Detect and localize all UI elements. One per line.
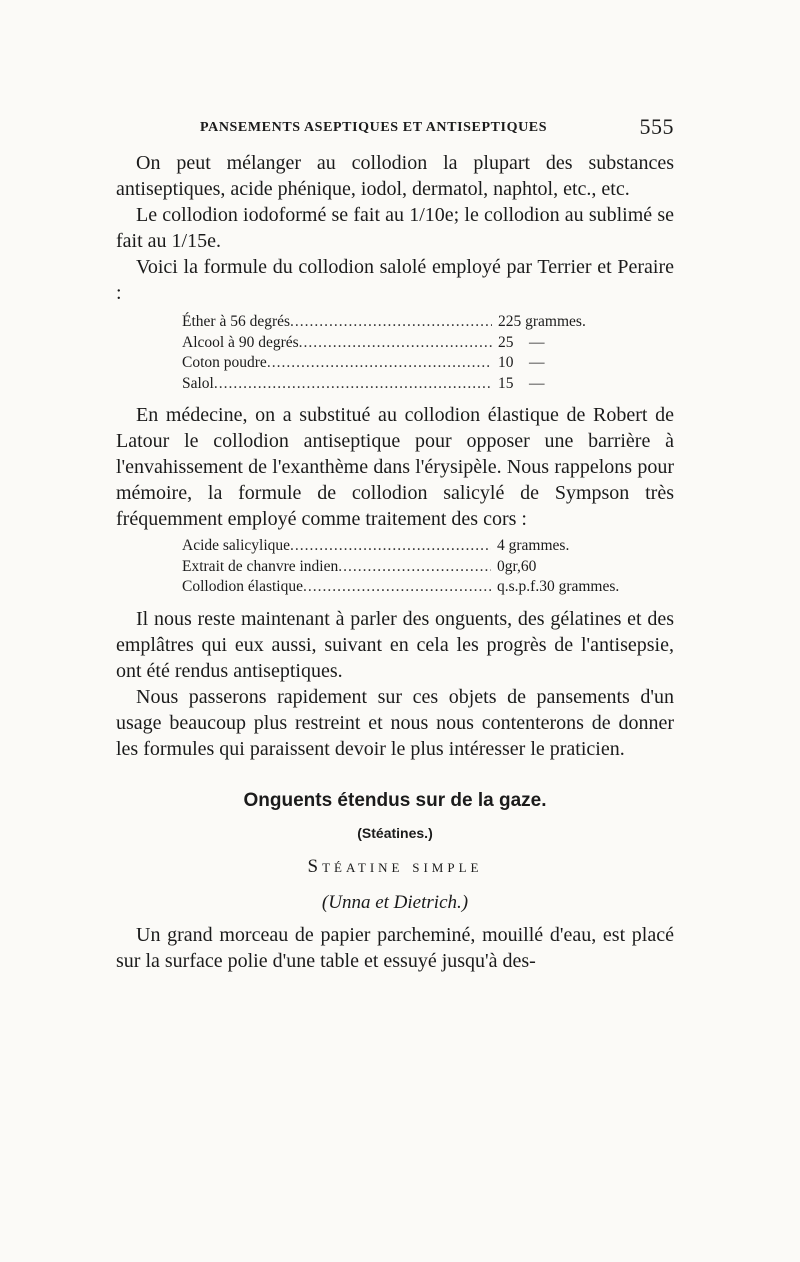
ingredient-quantity: 4 grammes. [497,537,570,554]
page-number: 555 [639,114,674,139]
recipe-authors: (Unna et Dietrich.) [321,891,469,913]
formula-row [182,312,618,333]
leader-dots [290,312,492,333]
formula-row [182,353,618,374]
section-heading: Onguents étendus sur de la gaze. [243,789,547,811]
ingredient-quantity: 25 — [498,333,545,351]
leader-dots [303,577,491,598]
ingredient-name: Coton poudre [182,354,267,371]
ingredient-name: Salol [182,374,214,392]
ingredient-quantity: 225 grammes. [498,313,586,330]
ingredient-quantity: q.s.p.f.30 grammes. [497,578,620,595]
paragraph-6: Nous passerons rapidement sur ces objets de pansements d'un usage beaucoup plus restreint et nous nous contenterons de donner les formules qui paraissent devoir le plus intéresser le praticien. [116,685,674,760]
ingredient-quantity: 0gr,60 [497,557,537,575]
leader-dots [299,333,492,354]
ingredient-name: Alcool à 90 degrés [182,333,299,351]
paragraph-1: On peut mélanger au collodion la plupart des substances antiseptiques, acide phénique, iodol, dermatol, naphtol, etc., etc. [116,152,674,200]
ingredient-name: Collodion élastique [182,578,303,595]
formula-row [182,536,672,557]
formula-collodion-salole [182,312,618,394]
paragraph-2: Le collodion iodoformé se fait au 1/10e; le collodion au sublimé se fait au 1/15e. [116,204,674,252]
formula-row [182,374,618,395]
ingredient-name: Extrait de chanvre indien [182,557,339,575]
page-body [116,150,674,974]
recipe-title: Stéatine simple [307,855,483,877]
section-subheading: (Stéatines.) [357,824,433,841]
paragraph-7: Un grand morceau de papier parcheminé, mouillé d'eau, est placé sur la surface polie d'une table et essuyé jusqu'à des- [116,923,674,972]
ingredient-name: Acide salicylique [182,537,291,554]
ingredient-quantity: 15 — [498,374,545,392]
paragraph-4: En médecine, on a substitué au collodion élastique de Robert de Latour le collodion antiseptique pour opposer une barrière à l'envahissement de l'exanthème dans l'érysipèle. Nous rappelons pour mémoire, la formule de collodion salicylé de Sympson très fréquemment employé comme traitement des cors : [116,404,674,530]
formula-collodion-salicyle [182,536,672,598]
running-head: PANSEMENTS ASEPTIQUES ET ANTISEPTIQUES [200,120,548,135]
leader-dots [290,536,491,557]
formula-row [182,333,618,354]
leader-dots [338,557,491,578]
ingredient-quantity: 10 — [498,354,545,371]
leader-dots [267,353,492,374]
formula-row [182,557,672,578]
leader-dots [214,374,492,395]
page-header [200,114,674,144]
paragraph-3: Voici la formule du collodion salolé employé par Terrier et Peraire : [116,256,674,304]
formula-row [182,577,672,598]
paragraph-5: Il nous reste maintenant à parler des onguents, des gélatines et des emplâtres qui eux aussi, suivant en cela les progrès de l'antisepsie, ont été rendus antiseptiques. [116,607,674,682]
ingredient-name: Éther à 56 degrés [182,313,291,330]
